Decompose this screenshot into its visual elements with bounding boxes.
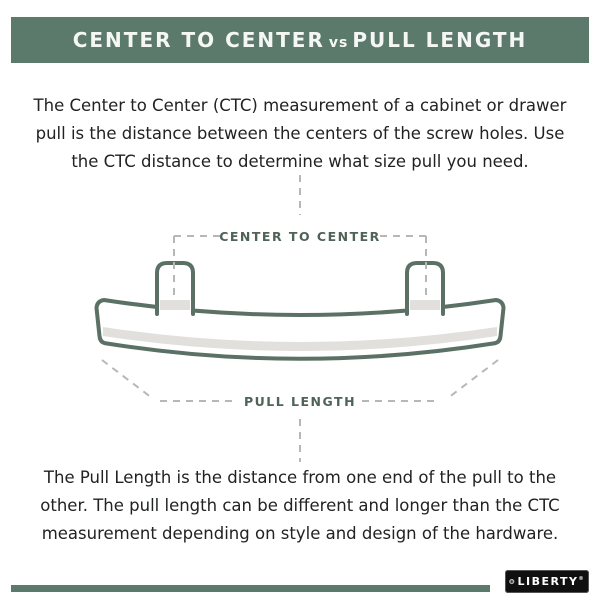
ctc-description-line-1: The Center to Center (CTC) measurement of a cabinet or drawer [33, 96, 567, 115]
pull-length-description-line-1: The Pull Length is the distance from one end of the pull to the [43, 468, 557, 487]
header-banner [11, 17, 589, 63]
pull-length-right-diagonal [448, 360, 498, 398]
pull-diagram [0, 170, 600, 465]
screw-post-left-shading [160, 300, 190, 310]
page-title [73, 28, 528, 52]
center-to-center-label: CENTER TO CENTER [219, 229, 381, 244]
ctc-description [0, 92, 600, 176]
title-vs: vs [328, 35, 349, 51]
pull-length-left-diagonal [102, 360, 152, 398]
liberty-logo [505, 570, 589, 593]
ctc-description-line-2: pull is the distance between the centers of the screw holes. Use [35, 124, 565, 143]
liberty-bell-icon [509, 573, 515, 590]
pull-length-description-line-2: other. The pull length can be different and longer than the CTC [40, 496, 560, 515]
liberty-brand-name: LIBERTY® [517, 575, 585, 588]
pull-length-description-line-3: measurement depending on style and design of the hardware. [41, 524, 559, 543]
title-part-ctc: CENTER TO CENTER [72, 28, 325, 52]
registered-trademark-symbol: ® [578, 576, 585, 582]
screw-post-right-shading [410, 300, 440, 310]
pull-length-label: PULL LENGTH [243, 394, 357, 409]
ctc-description-line-3: the CTC distance to determine what size pull you need. [71, 152, 529, 171]
footer-divider-bar [11, 585, 490, 592]
pull-length-description [0, 464, 600, 548]
title-part-pull: PULL LENGTH [352, 28, 528, 52]
